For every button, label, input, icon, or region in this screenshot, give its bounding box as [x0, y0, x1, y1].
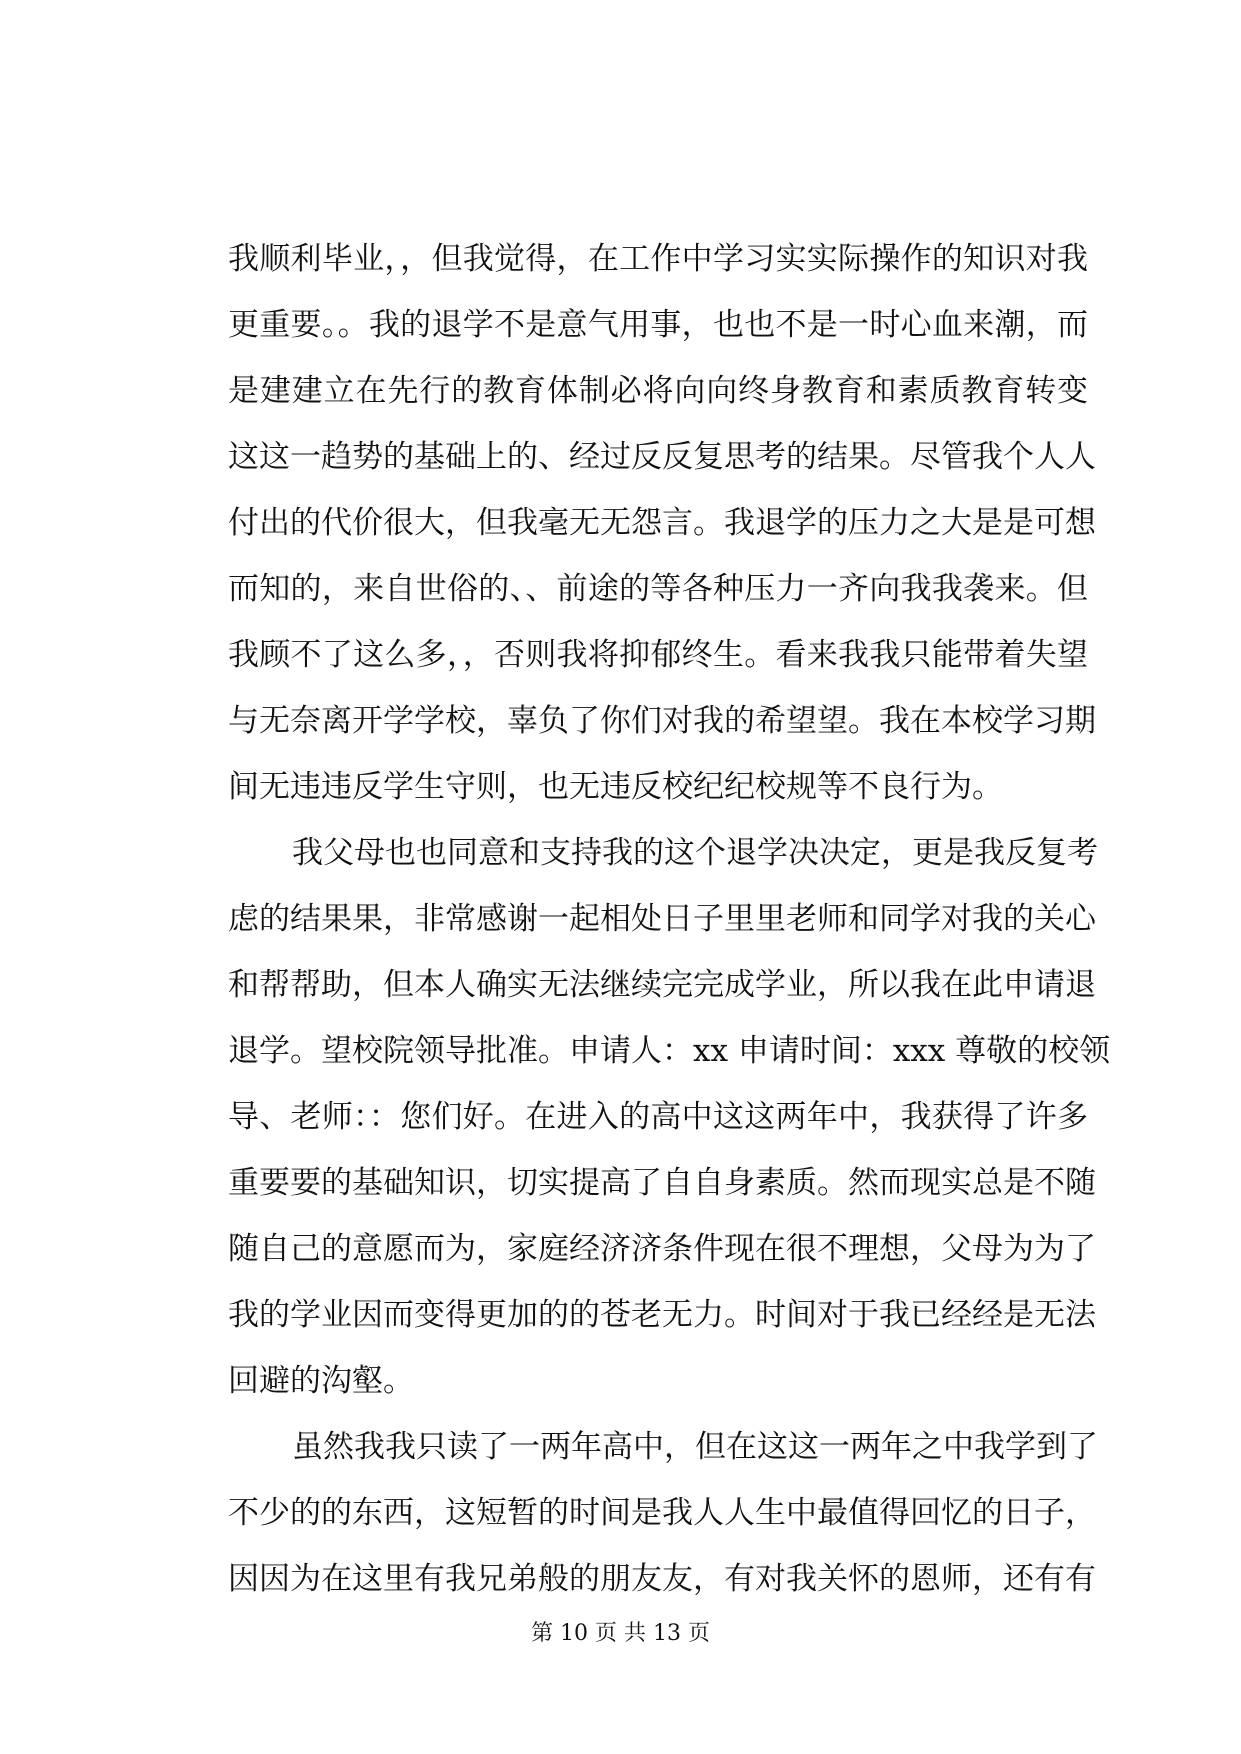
document-body — [228, 226, 1111, 1612]
text-line: 随自己的意愿而为，家庭经济济条件现在很不理想，父母为为了 — [228, 1231, 1096, 1267]
text-line: 付出的代价很大，但我毫无无怨言。我退学的压力之大是是可想 — [228, 505, 1096, 541]
text-line: 而知的，来自世俗的、、前途的等各种压力一齐向我我袭来。但 — [228, 571, 1088, 607]
text-line: 是建建立在先行的教育体制必将向向终身教育和素质教育转变 — [228, 373, 1088, 409]
text-line: 虽然我我只读了一两年高中，但在这这一两年之中我学到了 — [292, 1429, 1098, 1465]
text-line: 回避的沟壑。 — [228, 1363, 414, 1399]
text-line: 这这一趋势的基础上的、经过反反复思考的结果。尽管我个人人 — [228, 439, 1096, 475]
paragraph — [228, 226, 1096, 820]
text-line: 重要要的基础知识，切实提高了自自身素质。然而现实总是不随 — [228, 1165, 1096, 1201]
text-line: 我父母也也同意和支持我的这个退学决决定，更是我反复考 — [292, 835, 1098, 871]
page-footer: 第 10 页 共 13 页 — [531, 1621, 710, 1646]
text-line: 间无违违反学生守则，也无违反校纪纪校规等不良行为。 — [228, 769, 1003, 805]
text-line: 虑的结果果，非常感谢一起相处日子里里老师和同学对我的关心 — [228, 901, 1096, 937]
text-line: 更重要。。我的退学不是意气用事，也也不是一时心血来潮，而 — [228, 307, 1088, 343]
text-line: 退学。望校院领导批准。申请人：xx 申请时间：xxx 尊敬的校领 — [228, 1033, 1111, 1069]
text-line: 和帮帮助，但本人确实无法继续完完成学业，所以我在此申请退 — [228, 967, 1096, 1003]
paragraph — [228, 820, 1111, 1414]
text-line: 导、老师：：您们好。在进入的高中这这两年中，我获得了许多 — [228, 1099, 1088, 1135]
text-line: 我顾不了这么多，，否则我将抑郁终生。看来我我只能带着失望 — [228, 637, 1088, 673]
text-line: 我顺利毕业，，但我觉得，在工作中学习实实际操作的知识对我 — [228, 241, 1088, 277]
text-line: 因因为在这里有我兄弟般的朋友友，有对我关怀的恩师，还有有 — [228, 1561, 1096, 1597]
text-line: 不少的的东西，这短暂的时间是我人人生中最值得回忆的日子， — [228, 1495, 1096, 1531]
paragraph — [228, 1414, 1098, 1612]
text-line: 与无奈离开学学校，辜负了你们对我的希望望。我在本校学习期 — [228, 703, 1096, 739]
text-line: 我的学业因而变得更加的的苍老无力。时间对于我已经经是无法 — [228, 1297, 1096, 1333]
